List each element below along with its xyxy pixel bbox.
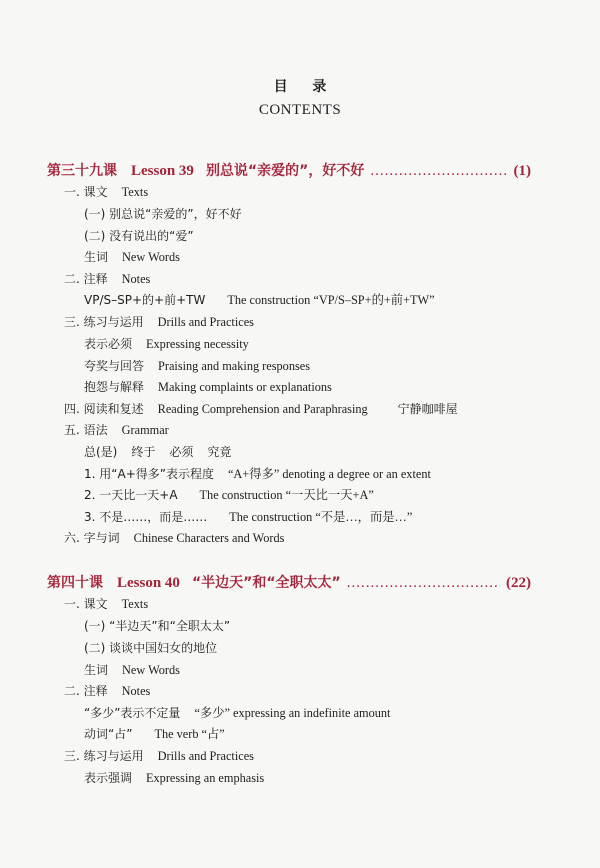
entry-zh: (一) 别总说“亲爱的”，好不好	[84, 207, 242, 221]
entry-en: Praising and making responses	[158, 359, 310, 373]
entry-en: Making complaints or explanations	[158, 380, 332, 394]
toc-entry-text-2[interactable]	[84, 638, 217, 658]
entry-en: Texts	[121, 597, 149, 611]
toc-entry-note-1[interactable]	[84, 703, 390, 723]
toc-entry-notes[interactable]	[64, 681, 150, 701]
entry-zh: 夸奖与回答	[84, 359, 145, 373]
entry-zh: 表示必须	[84, 337, 133, 351]
toc-entry-grammar-1[interactable]	[84, 464, 431, 484]
entry-zh: 生词	[84, 663, 109, 677]
dot-leader	[347, 575, 500, 592]
contents-title-en: CONTENTS	[258, 102, 342, 118]
entry-zh: (一) “半边天”和“全职太太”	[84, 619, 231, 633]
entry-en: Reading Comprehension and Paraphrasing	[157, 402, 368, 416]
dot-leader	[370, 163, 507, 180]
entry-en: Drills and Practices	[157, 315, 254, 329]
lesson-number-en: Lesson 40	[117, 575, 180, 591]
toc-entry-grammar[interactable]	[64, 420, 169, 440]
lesson-number-en: Lesson 39	[131, 163, 194, 179]
toc-entry-reading[interactable]	[64, 399, 458, 419]
toc-entry-note-2[interactable]	[84, 724, 225, 744]
entry-zh: 五. 语法	[64, 423, 108, 437]
toc-entry-new-words[interactable]	[84, 247, 180, 267]
grammar-word: 究竟	[207, 445, 232, 459]
toc-entry-drills[interactable]	[64, 312, 254, 332]
entry-zh: 抱怨与解释	[84, 380, 145, 394]
toc-entry-drills[interactable]	[64, 746, 254, 766]
entry-en: “A+得多” denoting a degree or an extent	[227, 467, 431, 481]
entry-zh: (二) 谈谈中国妇女的地位	[84, 641, 218, 655]
entry-zh: 动词“占”	[84, 727, 133, 741]
entry-zh: 2. 一天比一天+A	[84, 488, 178, 502]
entry-zh: 六. 字与词	[64, 531, 120, 545]
entry-zh-title: 宁静咖啡屋	[397, 402, 458, 416]
entry-zh: 生词	[84, 250, 109, 264]
lesson-title: 别总说“亲爱的”，好不好	[205, 163, 365, 179]
toc-entry-text-1[interactable]	[84, 204, 242, 224]
entry-en: The construction “VP/S–SP+的+前+TW”	[227, 293, 435, 307]
entry-zh: 3. 不是……，而是……	[84, 510, 208, 524]
entry-zh: 二. 注释	[64, 684, 108, 698]
lesson-number-zh: 第四十课	[47, 575, 103, 591]
entry-en: Drills and Practices	[157, 749, 254, 763]
entry-en: Notes	[121, 684, 151, 698]
toc-entry-texts[interactable]	[64, 182, 148, 202]
toc-entry-note-1[interactable]	[84, 290, 435, 310]
lesson-40-heading[interactable]	[47, 572, 531, 594]
toc-entry-texts[interactable]	[64, 594, 148, 614]
entry-en: The construction “不是…，而是…”	[229, 510, 413, 524]
entry-en: The construction “一天比一天+A”	[199, 488, 374, 502]
grammar-word: 总(是)	[84, 445, 118, 459]
entry-en: “多少” expressing an indefinite amount	[194, 706, 391, 720]
entry-en: The verb “占”	[154, 727, 225, 741]
entry-zh: 二. 注释	[64, 272, 108, 286]
entry-en: New Words	[122, 250, 180, 264]
entry-zh: 一. 课文	[64, 597, 108, 611]
entry-zh: 1. 用“A+得多”表示程度	[84, 467, 214, 481]
toc-entry-notes[interactable]	[64, 269, 150, 289]
toc-entry-drill-1[interactable]	[84, 334, 249, 354]
toc-entry-drill-1[interactable]	[84, 768, 264, 788]
toc-entry-grammar-words[interactable]	[84, 442, 231, 462]
toc-entry-grammar-3[interactable]	[84, 507, 412, 527]
entry-en: Expressing necessity	[146, 337, 249, 351]
lesson-title: “半边天”和“全职太太”	[191, 575, 341, 591]
entry-zh: 一. 课文	[64, 185, 108, 199]
entry-en: Chinese Characters and Words	[133, 531, 285, 545]
entry-en: New Words	[122, 663, 180, 677]
entry-en: Notes	[121, 272, 151, 286]
entry-en: Expressing an emphasis	[146, 771, 265, 785]
toc-entry-characters[interactable]	[64, 528, 284, 548]
toc-entry-new-words[interactable]	[84, 660, 180, 680]
entry-zh: (二) 没有说出的“爱”	[84, 229, 194, 243]
contents-title-zh: 目 录	[273, 79, 337, 95]
entry-en: Grammar	[121, 423, 169, 437]
entry-zh: 三. 练习与运用	[64, 315, 144, 329]
toc-entry-text-1[interactable]	[84, 616, 230, 636]
toc-entry-grammar-2[interactable]	[84, 485, 374, 505]
entry-en: Texts	[121, 185, 149, 199]
entry-zh: 表示强调	[84, 771, 133, 785]
toc-entry-drill-3[interactable]	[84, 377, 332, 397]
toc-entry-drill-2[interactable]	[84, 356, 310, 376]
entry-zh: “多少”表示不定量	[84, 706, 181, 720]
lesson-39-heading[interactable]	[47, 160, 531, 182]
entry-zh: 四. 阅读和复述	[64, 402, 144, 416]
page-number: (22)	[506, 575, 531, 591]
toc-entry-text-2[interactable]	[84, 226, 194, 246]
grammar-word: 必须	[169, 445, 194, 459]
grammar-word: 终于	[131, 445, 156, 459]
lesson-number-zh: 第三十九课	[47, 163, 117, 179]
page-number: (1)	[513, 163, 531, 179]
entry-zh: 三. 练习与运用	[64, 749, 144, 763]
entry-zh: VP/S–SP+的+前+TW	[84, 293, 206, 307]
